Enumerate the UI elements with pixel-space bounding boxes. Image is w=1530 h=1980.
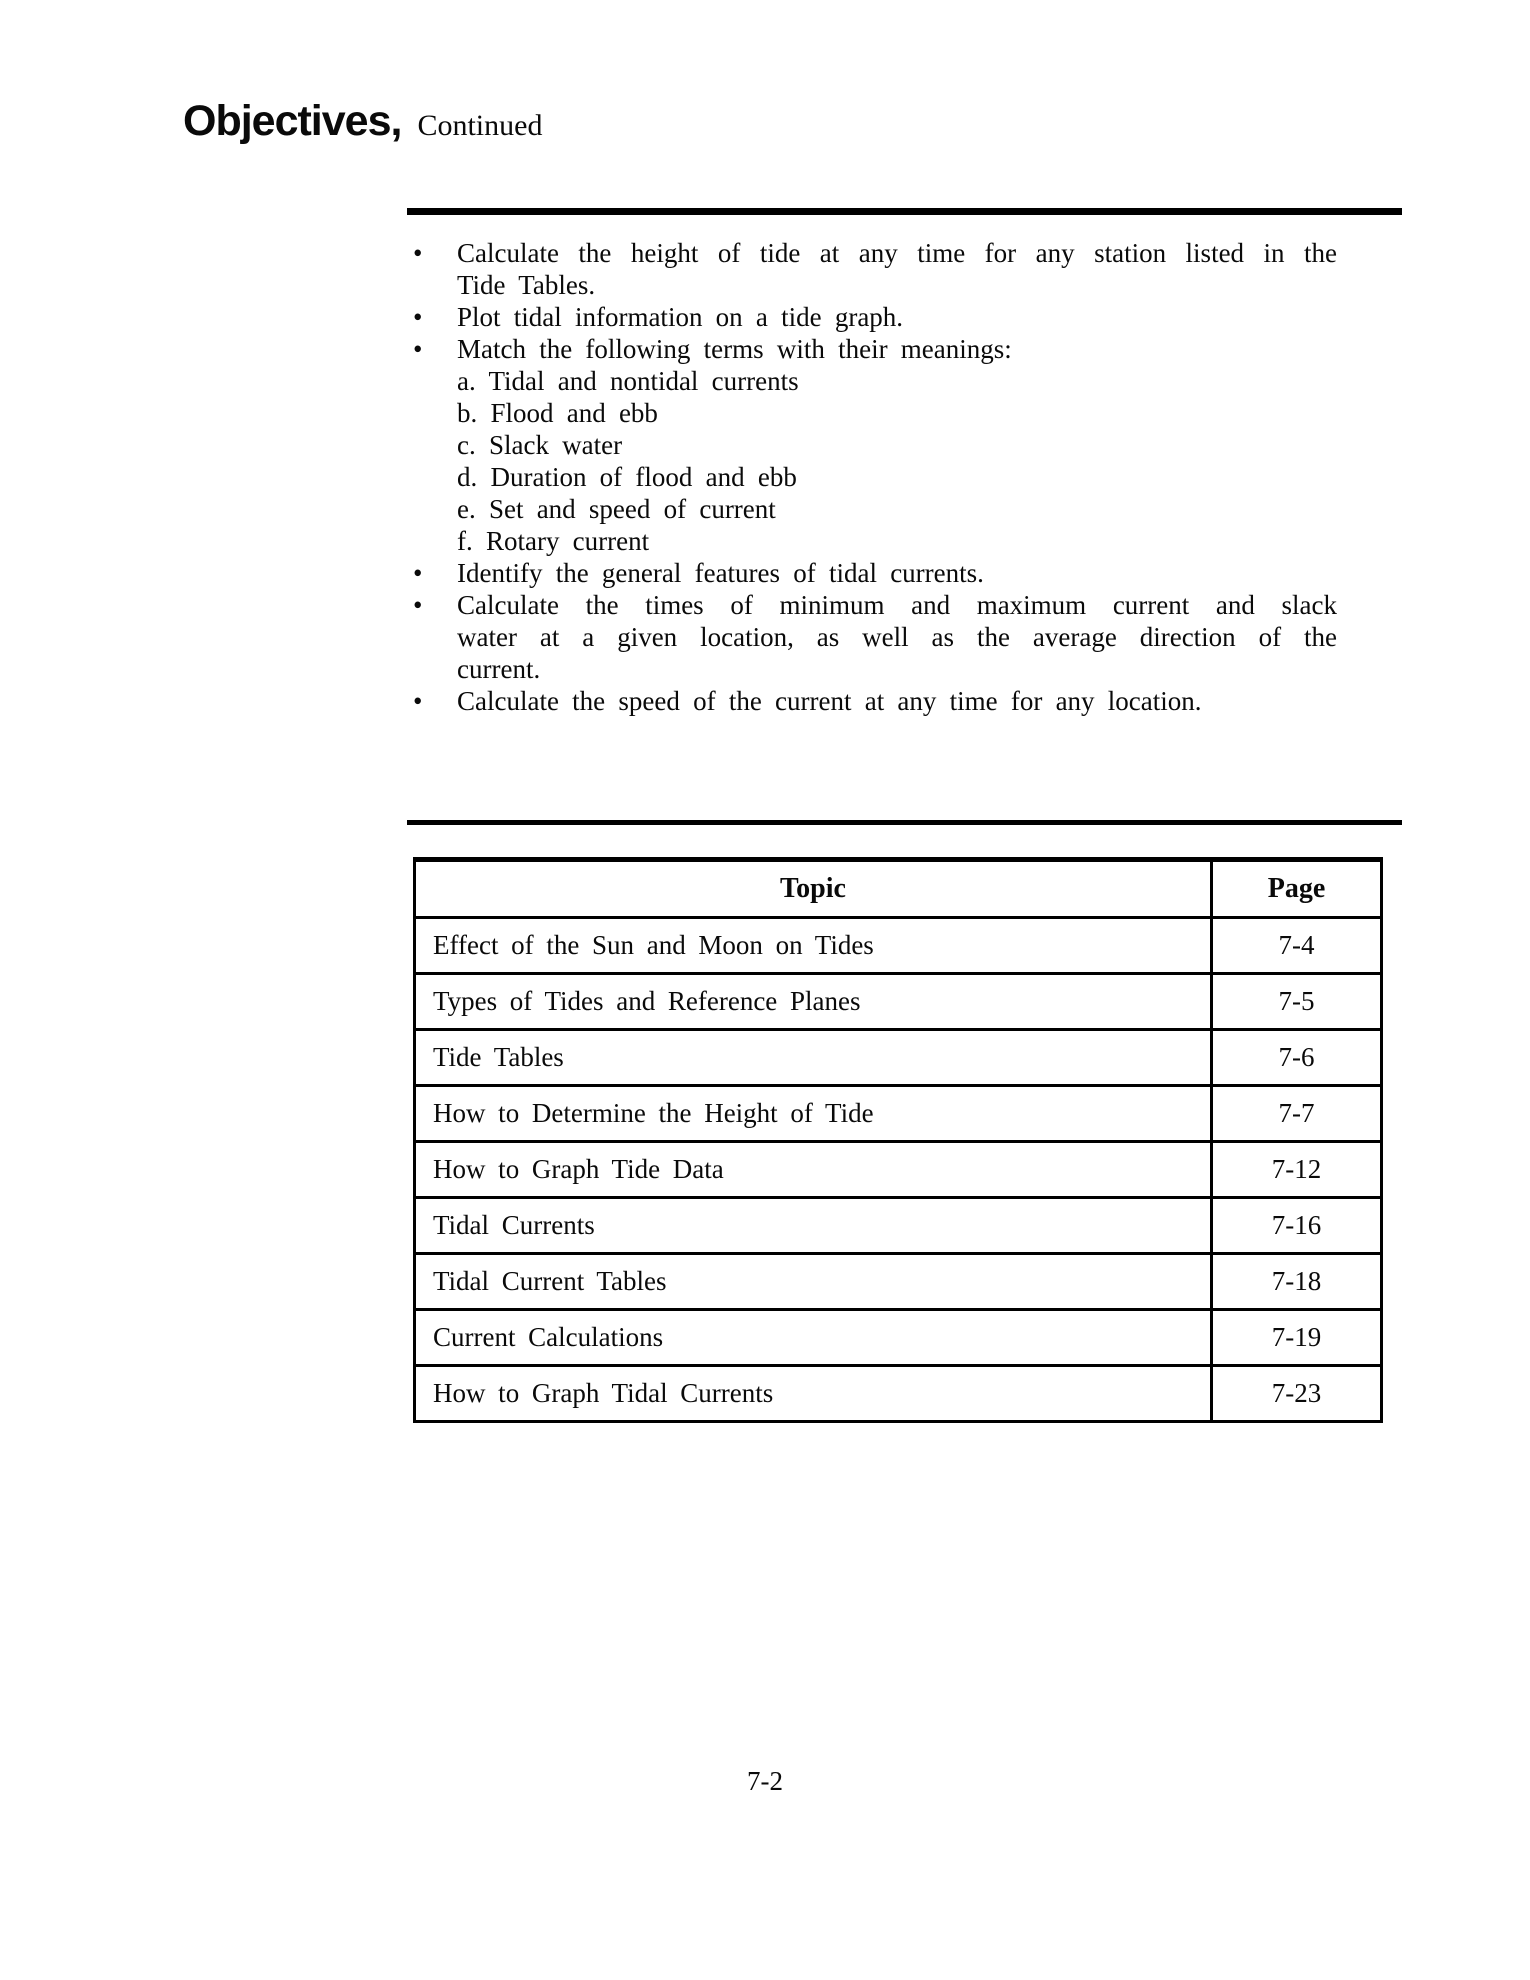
text-line: Calculate the speed of the current at any time for any location. bbox=[457, 686, 1202, 716]
text-line: Match the following terms with their meanings: bbox=[457, 334, 1012, 364]
text-line: f. Rotary current bbox=[457, 526, 650, 556]
text-line: Plot tidal information on a tide graph. bbox=[457, 302, 904, 332]
list-item-text bbox=[457, 461, 1337, 493]
list-subitem bbox=[413, 365, 1337, 397]
text-line: Calculate the times of minimum and maximum current and slack bbox=[457, 590, 1337, 620]
horizontal-rule-middle bbox=[407, 820, 1402, 825]
table-header-row bbox=[415, 860, 1382, 918]
topic-cell: Current Calculations bbox=[415, 1310, 1212, 1366]
list-subitem bbox=[413, 397, 1337, 429]
page-cell: 7-7 bbox=[1212, 1086, 1382, 1142]
text-line: Calculate the height of tide at any time for any station listed in the bbox=[457, 238, 1337, 268]
list-item bbox=[413, 589, 1337, 685]
page-cell: 7-23 bbox=[1212, 1366, 1382, 1422]
page-header bbox=[183, 97, 543, 145]
table-row bbox=[415, 1198, 1382, 1254]
page-cell: 7-6 bbox=[1212, 1030, 1382, 1086]
list-item bbox=[413, 333, 1337, 365]
toc-table-header bbox=[415, 860, 1382, 918]
page-cell: 7-12 bbox=[1212, 1142, 1382, 1198]
page-cell: 7-5 bbox=[1212, 974, 1382, 1030]
list-item-text bbox=[457, 397, 1337, 429]
topic-cell: Effect of the Sun and Moon on Tides bbox=[415, 918, 1212, 974]
page-cell: 7-18 bbox=[1212, 1254, 1382, 1310]
topic-cell: Tide Tables bbox=[415, 1030, 1212, 1086]
list-subitem bbox=[413, 461, 1337, 493]
table-row bbox=[415, 1254, 1382, 1310]
objectives-list bbox=[413, 237, 1337, 717]
list-item bbox=[413, 557, 1337, 589]
list-item-text bbox=[457, 333, 1337, 365]
text-line: Identify the general features of tidal currents. bbox=[457, 558, 984, 588]
text-line: c. Slack water bbox=[457, 430, 623, 460]
bullet-marker: • bbox=[413, 590, 423, 620]
table-row bbox=[415, 1030, 1382, 1086]
list-item-text bbox=[457, 237, 1337, 301]
table-row bbox=[415, 1366, 1382, 1422]
text-line: e. Set and speed of current bbox=[457, 494, 776, 524]
topic-cell: Tidal Currents bbox=[415, 1198, 1212, 1254]
topic-cell: How to Graph Tidal Currents bbox=[415, 1366, 1212, 1422]
list-item-text bbox=[457, 557, 1337, 589]
text-line: water at a given location, as well as the average direction of the bbox=[457, 622, 1337, 652]
topic-cell: Tidal Current Tables bbox=[415, 1254, 1212, 1310]
list-item-text bbox=[457, 301, 1337, 333]
table-row bbox=[415, 1086, 1382, 1142]
list-subitem bbox=[413, 493, 1337, 525]
page-column-header: Page bbox=[1212, 860, 1382, 918]
page-subtitle: Continued bbox=[417, 109, 543, 142]
topic-cell: How to Graph Tide Data bbox=[415, 1142, 1212, 1198]
list-item bbox=[413, 301, 1337, 333]
list-subitem bbox=[413, 525, 1337, 557]
table-row bbox=[415, 1142, 1382, 1198]
bullet-marker: • bbox=[413, 238, 423, 268]
list-item bbox=[413, 237, 1337, 301]
bullet-marker: • bbox=[413, 558, 423, 588]
topic-cell: Types of Tides and Reference Planes bbox=[415, 974, 1212, 1030]
list-item-text bbox=[457, 365, 1337, 397]
list-item-text bbox=[457, 589, 1337, 685]
list-subitem bbox=[413, 429, 1337, 461]
page-cell: 7-4 bbox=[1212, 918, 1382, 974]
list-item-text bbox=[457, 429, 1337, 461]
bullet-marker: • bbox=[413, 686, 423, 716]
toc-table-body bbox=[415, 918, 1382, 1422]
list-item bbox=[413, 685, 1337, 717]
text-line: current. bbox=[457, 654, 541, 684]
toc-table bbox=[413, 857, 1383, 1423]
topic-cell: How to Determine the Height of Tide bbox=[415, 1086, 1212, 1142]
topic-column-header: Topic bbox=[415, 860, 1212, 918]
list-item-text bbox=[457, 525, 1337, 557]
page-cell: 7-16 bbox=[1212, 1198, 1382, 1254]
text-line: d. Duration of flood and ebb bbox=[457, 462, 797, 492]
table-row bbox=[415, 918, 1382, 974]
text-line: b. Flood and ebb bbox=[457, 398, 658, 428]
list-item-text bbox=[457, 685, 1337, 717]
table-row bbox=[415, 1310, 1382, 1366]
text-line: a. Tidal and nontidal currents bbox=[457, 366, 799, 396]
bullet-marker: • bbox=[413, 334, 423, 364]
list-item-text bbox=[457, 493, 1337, 525]
table-row bbox=[415, 974, 1382, 1030]
page-cell: 7-19 bbox=[1212, 1310, 1382, 1366]
text-line: Tide Tables. bbox=[457, 270, 596, 300]
page-title: Objectives, bbox=[183, 97, 402, 145]
horizontal-rule-top bbox=[407, 208, 1402, 215]
bullet-marker: • bbox=[413, 302, 423, 332]
page-number: 7-2 bbox=[747, 1766, 783, 1796]
